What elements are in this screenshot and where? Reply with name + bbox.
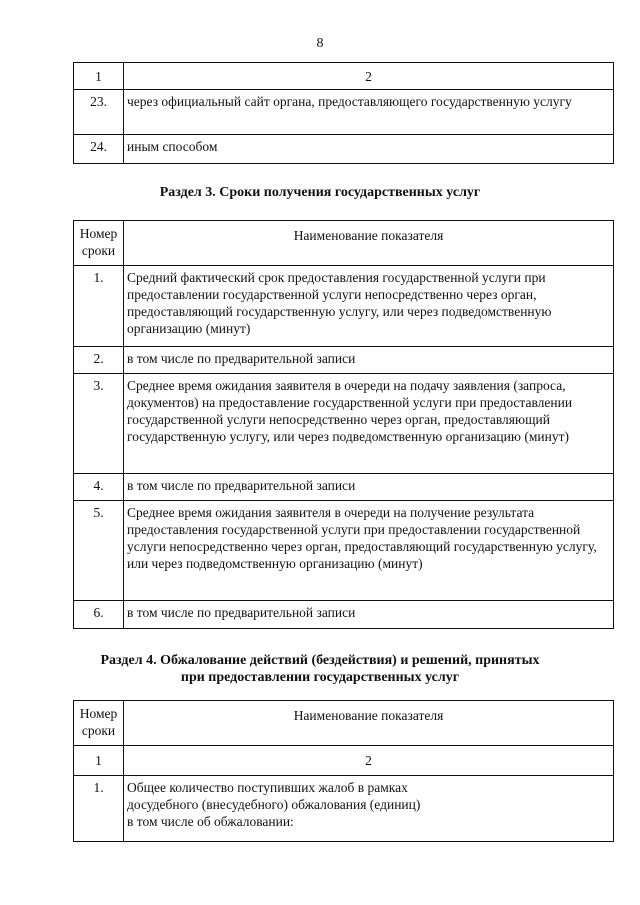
row-text: Средний фактический срок предоставления государственной услуги при предоставлении государственной услуги непосредственно через орган, предоставляющий государственную услугу, или через подведомственную организацию (минут) [124, 266, 614, 347]
column-number-2: 2 [124, 746, 614, 776]
row-number: 5. [74, 501, 124, 601]
row-text: через официальный сайт органа, предоставляющего государственную услугу [124, 90, 614, 135]
table-row [74, 601, 614, 629]
column-number-1: 1 [74, 63, 124, 90]
row-number: 24. [74, 135, 124, 164]
row-number: 6. [74, 601, 124, 629]
row-text: иным способом [124, 135, 614, 164]
header-name: Наименование показателя [124, 221, 614, 266]
table-row [74, 135, 614, 164]
row-text-line2: в том числе об обжаловании: [127, 814, 294, 829]
row-number: 23. [74, 90, 124, 135]
row-text: в том числе по предварительной записи [124, 601, 614, 629]
row-text: в том числе по предварительной записи [124, 347, 614, 374]
column-number-1: 1 [74, 746, 124, 776]
table-continuation [73, 62, 614, 164]
page-number: 8 [316, 36, 324, 51]
row-number: 3. [74, 374, 124, 474]
row-text [124, 776, 614, 842]
section3-title [0, 184, 640, 201]
row-number: 1. [74, 776, 124, 842]
table-row [74, 374, 614, 474]
row-text: Среднее время ожидания заявителя в очереди на получение результата предоставления государственной услуги при предоставлении государственной услуги непосредственно через орган, предоставляющий государственную услугу, или через подведомственную организацию (минут) [124, 501, 614, 601]
table-row [74, 266, 614, 347]
table-header-row [74, 63, 614, 90]
header-name: Наименование показателя [124, 701, 614, 746]
row-number: 1. [74, 266, 124, 347]
header-number: Номер сроки [74, 221, 124, 266]
column-number-2: 2 [124, 63, 614, 90]
table-section3 [73, 220, 614, 629]
row-text: Среднее время ожидания заявителя в очереди на подачу заявления (запроса, документов) на предоставление государственной услуги при предоставлении государственной услуги непосредственно через орган, предоставляющий государственную услугу, или через подведомственную организацию (минут) [124, 374, 614, 474]
row-number: 2. [74, 347, 124, 374]
row-text-line1: Общее количество поступивших жалоб в рамках досудебного (внесудебного) обжалования (единиц) [127, 780, 421, 812]
column-numbers-row [74, 746, 614, 776]
table-header-row [74, 221, 614, 266]
section4-title-line2: при предоставлении государственных услуг [180, 670, 460, 685]
table-row [74, 474, 614, 501]
section4-title [0, 652, 640, 686]
table-section4 [73, 700, 614, 842]
row-text: в том числе по предварительной записи [124, 474, 614, 501]
table-row [74, 347, 614, 374]
table-row [74, 90, 614, 135]
table-row [74, 501, 614, 601]
table-row [74, 776, 614, 842]
row-number: 4. [74, 474, 124, 501]
section3-title-text: Раздел 3. Сроки получения государственных услуг [159, 185, 481, 200]
section4-title-line1: Раздел 4. Обжалование действий (бездействия) и решений, принятых [100, 653, 540, 668]
table-header-row [74, 701, 614, 746]
header-number: Номер сроки [74, 701, 124, 746]
